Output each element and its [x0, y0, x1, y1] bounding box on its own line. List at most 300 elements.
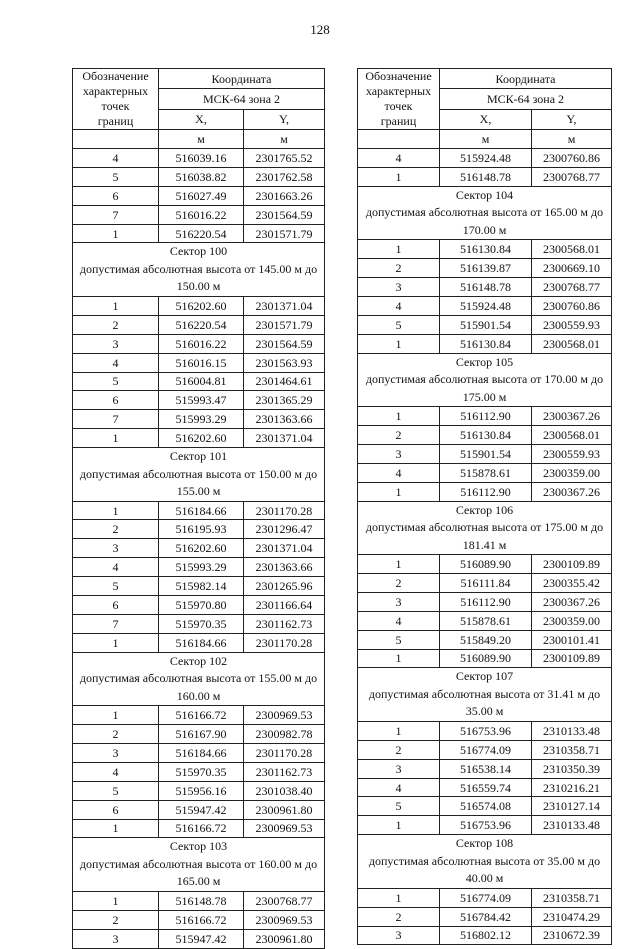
designation-line: характерных: [82, 84, 149, 98]
point-number: 4: [73, 149, 159, 168]
coord-title: Координата: [440, 69, 612, 89]
table-row: [358, 630, 612, 649]
designation-line: границ: [380, 114, 417, 128]
point-number: 7: [73, 614, 159, 633]
sector-row: [73, 448, 325, 502]
y-coordinate: 2300969.53: [244, 910, 325, 929]
x-coordinate: 516130.84: [440, 334, 532, 353]
point-number: 4: [358, 778, 440, 797]
point-number: 4: [358, 296, 440, 315]
designation-line: Обозначение: [365, 69, 432, 83]
sector-row: [358, 501, 612, 555]
y-coordinate: 2301170.28: [244, 633, 325, 652]
x-coordinate: 515924.48: [440, 296, 532, 315]
sector-title: Сектор 101: [169, 449, 228, 464]
x-label: X,: [440, 109, 532, 129]
point-number: 3: [73, 743, 159, 762]
point-number: 4: [73, 762, 159, 781]
table-row: [358, 797, 612, 816]
x-coordinate: 516220.54: [159, 224, 244, 243]
point-number: 2: [358, 907, 440, 926]
y-coordinate: 2300961.80: [244, 800, 325, 819]
y-coordinate: 2300559.93: [532, 444, 612, 463]
sector-row: [358, 353, 612, 407]
y-coordinate: 2310474.29: [532, 907, 612, 926]
point-number: 1: [358, 167, 440, 186]
x-coordinate: 516774.09: [440, 740, 532, 759]
table-row: [358, 926, 612, 945]
point-number: 5: [358, 315, 440, 334]
y-coordinate: 2301371.04: [244, 296, 325, 315]
y-coordinate: 2300760.86: [532, 149, 612, 168]
table-header: [73, 69, 325, 149]
x-coordinate: 516166.72: [159, 706, 244, 725]
sector-description: допустимая абсолютная высота от 145.00 м до 150.00 м: [79, 261, 318, 294]
point-number: 1: [358, 555, 440, 574]
x-coordinate: 515878.61: [440, 463, 532, 482]
point-number: 3: [358, 926, 440, 945]
table-body: [358, 149, 612, 945]
x-coordinate: 516112.90: [440, 407, 532, 426]
y-coordinate: 2300359.00: [532, 611, 612, 630]
table-row: [73, 929, 325, 948]
point-number: 1: [73, 633, 159, 652]
y-coordinate: 2300367.26: [532, 482, 612, 501]
point-number: 3: [73, 334, 159, 353]
table-row: [73, 577, 325, 596]
blank-cell: [358, 130, 440, 149]
table-row: [358, 334, 612, 353]
y-coordinate: 2301571.79: [244, 315, 325, 334]
y-coordinate: 2310127.14: [532, 797, 612, 816]
y-coordinate: 2300568.01: [532, 426, 612, 445]
y-coordinate: 2301765.52: [244, 149, 325, 168]
sector-row: [358, 835, 612, 889]
y-coordinate: 2310216.21: [532, 778, 612, 797]
table-row: [358, 816, 612, 835]
designation-line: Обозначение: [82, 69, 149, 83]
y-coordinate: 2300355.42: [532, 573, 612, 592]
y-coordinate: 2300969.53: [244, 819, 325, 838]
point-number: 2: [73, 910, 159, 929]
table-row: [358, 259, 612, 278]
point-number: 6: [73, 800, 159, 819]
y-label: Y,: [532, 109, 612, 129]
x-label: X,: [159, 109, 244, 129]
point-number: 3: [358, 444, 440, 463]
designation-header: [358, 69, 440, 130]
x-coordinate: 516130.84: [440, 240, 532, 259]
y-coordinate: 2301571.79: [244, 224, 325, 243]
x-coordinate: 516202.60: [159, 429, 244, 448]
sector-description: допустимая абсолютная высота от 31.41 м до 35.00 м: [368, 686, 601, 719]
point-number: 5: [358, 797, 440, 816]
table-row: [358, 778, 612, 797]
table-row: [358, 240, 612, 259]
x-coordinate: 516220.54: [159, 315, 244, 334]
sector-title: Сектор 107: [455, 669, 514, 684]
y-coordinate: 2301162.73: [244, 762, 325, 781]
table-row: [73, 167, 325, 186]
y-coordinate: 2301296.47: [244, 520, 325, 539]
coordinates-table-right: [357, 68, 612, 945]
y-coordinate: 2300559.93: [532, 315, 612, 334]
blank-cell: [73, 130, 159, 149]
point-number: 5: [358, 630, 440, 649]
point-number: 2: [358, 573, 440, 592]
table-row: [73, 520, 325, 539]
x-coordinate: 515947.42: [159, 929, 244, 948]
coordinates-table-left: [72, 68, 325, 949]
table-row: [73, 186, 325, 205]
point-number: 4: [358, 463, 440, 482]
y-coordinate: 2300982.78: [244, 725, 325, 744]
x-coordinate: 516184.66: [159, 633, 244, 652]
point-number: 3: [73, 539, 159, 558]
y-coordinate: 2301265.96: [244, 577, 325, 596]
x-coordinate: 516167.90: [159, 725, 244, 744]
x-coordinate: 516753.96: [440, 816, 532, 835]
sector-row: [358, 186, 612, 240]
table-row: [73, 391, 325, 410]
point-number: 4: [358, 149, 440, 168]
x-coordinate: 516574.08: [440, 797, 532, 816]
x-coordinate: 515947.42: [159, 800, 244, 819]
point-number: 3: [73, 929, 159, 948]
point-number: 7: [73, 410, 159, 429]
table-row: [73, 315, 325, 334]
table-row: [358, 573, 612, 592]
y-coordinate: 2301564.59: [244, 205, 325, 224]
sector-cell: [358, 668, 612, 722]
y-coordinate: 2300760.86: [532, 296, 612, 315]
y-coordinate: 2310358.71: [532, 888, 612, 907]
table-row: [73, 205, 325, 224]
x-coordinate: 516038.82: [159, 167, 244, 186]
y-coordinate: 2310133.48: [532, 721, 612, 740]
table-row: [73, 372, 325, 391]
x-coordinate: 516195.93: [159, 520, 244, 539]
point-number: 1: [73, 501, 159, 520]
sector-cell: [358, 501, 612, 555]
point-number: 1: [358, 649, 440, 668]
x-coordinate: 515956.16: [159, 781, 244, 800]
table-row: [73, 781, 325, 800]
sector-title: Сектор 106: [455, 502, 514, 517]
table-row: [73, 800, 325, 819]
sector-title: Сектор 103: [169, 839, 228, 854]
y-coordinate: 2300568.01: [532, 240, 612, 259]
table-row: [358, 407, 612, 426]
x-coordinate: 515970.35: [159, 614, 244, 633]
coord-system: МСК-64 зона 2: [159, 89, 325, 109]
y-coordinate: 2301162.73: [244, 614, 325, 633]
x-coordinate: 515901.54: [440, 444, 532, 463]
designation-header: [73, 69, 159, 130]
x-coordinate: 516774.09: [440, 888, 532, 907]
x-coordinate: 516112.90: [440, 592, 532, 611]
table-body: [73, 149, 325, 949]
point-number: 6: [73, 596, 159, 615]
x-coordinate: 516139.87: [440, 259, 532, 278]
table-row: [73, 429, 325, 448]
x-coordinate: 516784.42: [440, 907, 532, 926]
sector-row: [73, 652, 325, 706]
x-coordinate: 516089.90: [440, 649, 532, 668]
table-row: [73, 725, 325, 744]
x-coordinate: 516016.15: [159, 353, 244, 372]
y-coordinate: 2301166.64: [244, 596, 325, 615]
x-coordinate: 516112.90: [440, 482, 532, 501]
sector-title: Сектор 105: [455, 354, 514, 369]
y-coordinate: 2310672.39: [532, 926, 612, 945]
point-number: 2: [358, 259, 440, 278]
y-coordinate: 2300109.89: [532, 555, 612, 574]
sector-title: Сектор 104: [455, 187, 514, 202]
x-coordinate: 516148.78: [440, 278, 532, 297]
y-coordinate: 2301038.40: [244, 781, 325, 800]
y-coordinate: 2301170.28: [244, 501, 325, 520]
sector-row: [73, 243, 325, 297]
table-row: [358, 426, 612, 445]
y-coordinate: 2300768.77: [532, 278, 612, 297]
y-coordinate: 2301564.59: [244, 334, 325, 353]
y-unit: м: [532, 130, 612, 149]
table-row: [73, 633, 325, 652]
y-unit: м: [244, 130, 325, 149]
x-coordinate: 516802.12: [440, 926, 532, 945]
x-coordinate: 516559.74: [440, 778, 532, 797]
point-number: 1: [358, 721, 440, 740]
y-coordinate: 2301563.93: [244, 353, 325, 372]
table-row: [358, 296, 612, 315]
y-coordinate: 2300367.26: [532, 407, 612, 426]
y-coordinate: 2301762.58: [244, 167, 325, 186]
y-coordinate: 2300568.01: [532, 334, 612, 353]
table-row: [358, 444, 612, 463]
point-number: 1: [358, 482, 440, 501]
x-coordinate: 516130.84: [440, 426, 532, 445]
table-row: [73, 706, 325, 725]
point-number: 7: [73, 205, 159, 224]
coord-system: МСК-64 зона 2: [440, 89, 612, 109]
x-coordinate: 516538.14: [440, 759, 532, 778]
table-row: [73, 891, 325, 910]
point-number: 2: [358, 740, 440, 759]
table-row: [358, 463, 612, 482]
table-row: [73, 501, 325, 520]
table-row: [73, 614, 325, 633]
y-coordinate: 2301371.04: [244, 539, 325, 558]
table-row: [358, 555, 612, 574]
y-coordinate: 2301365.29: [244, 391, 325, 410]
table-row: [73, 762, 325, 781]
x-coordinate: 516202.60: [159, 296, 244, 315]
x-coordinate: 516027.49: [159, 186, 244, 205]
table-row: [358, 592, 612, 611]
sector-row: [358, 668, 612, 722]
table-row: [73, 596, 325, 615]
x-coordinate: 515970.35: [159, 762, 244, 781]
x-coordinate: 515970.80: [159, 596, 244, 615]
x-coordinate: 516184.66: [159, 743, 244, 762]
page-number: 128: [310, 22, 330, 37]
point-number: 5: [73, 577, 159, 596]
y-coordinate: 2300961.80: [244, 929, 325, 948]
sector-cell: [73, 243, 325, 297]
point-number: 1: [73, 891, 159, 910]
sector-description: допустимая абсолютная высота от 35.00 м до 40.00 м: [368, 853, 601, 886]
designation-line: характерных: [365, 84, 432, 98]
point-number: 1: [73, 819, 159, 838]
point-number: 4: [73, 353, 159, 372]
y-coordinate: 2300969.53: [244, 706, 325, 725]
table-row: [73, 910, 325, 929]
table-row: [73, 224, 325, 243]
sector-cell: [73, 448, 325, 502]
x-unit: м: [159, 130, 244, 149]
table-row: [73, 410, 325, 429]
sector-row: [73, 838, 325, 892]
point-number: 5: [73, 781, 159, 800]
point-number: 1: [358, 240, 440, 259]
y-coordinate: 2301363.66: [244, 558, 325, 577]
table-row: [358, 888, 612, 907]
table-row: [73, 558, 325, 577]
x-coordinate: 515982.14: [159, 577, 244, 596]
y-coordinate: 2300669.10: [532, 259, 612, 278]
x-coordinate: 516166.72: [159, 819, 244, 838]
x-coordinate: 516016.22: [159, 205, 244, 224]
point-number: 1: [358, 888, 440, 907]
x-coordinate: 516184.66: [159, 501, 244, 520]
sector-cell: [358, 186, 612, 240]
point-number: 3: [358, 278, 440, 297]
x-coordinate: 516148.78: [159, 891, 244, 910]
sector-cell: [73, 652, 325, 706]
table-row: [358, 907, 612, 926]
coord-title: Координата: [159, 69, 325, 89]
point-number: 1: [358, 407, 440, 426]
y-coordinate: 2300367.26: [532, 592, 612, 611]
sector-description: допустимая абсолютная высота от 170.00 м до 175.00 м: [365, 372, 604, 404]
sector-description: допустимая абсолютная высота от 165.00 м до 170.00 м: [365, 205, 604, 237]
sector-description: допустимая абсолютная высота от 150.00 м до 155.00 м: [79, 466, 318, 499]
table-row: [73, 819, 325, 838]
x-coordinate: 516039.16: [159, 149, 244, 168]
table-row: [73, 334, 325, 353]
y-coordinate: 2300359.00: [532, 463, 612, 482]
sector-title: Сектор 100: [169, 244, 228, 259]
table-row: [358, 149, 612, 168]
sector-cell: [73, 838, 325, 892]
table-row: [358, 721, 612, 740]
y-coordinate: 2301464.61: [244, 372, 325, 391]
sector-title: Сектор 102: [169, 653, 228, 668]
table-row: [358, 611, 612, 630]
table-row: [358, 740, 612, 759]
y-coordinate: 2300109.89: [532, 649, 612, 668]
table-row: [358, 278, 612, 297]
point-number: 2: [358, 426, 440, 445]
sector-cell: [358, 353, 612, 407]
x-coordinate: 515849.20: [440, 630, 532, 649]
y-coordinate: 2310133.48: [532, 816, 612, 835]
x-coordinate: 516004.81: [159, 372, 244, 391]
y-coordinate: 2300768.77: [244, 891, 325, 910]
x-coordinate: 515993.29: [159, 558, 244, 577]
x-coordinate: 516111.84: [440, 573, 532, 592]
x-coordinate: 515924.48: [440, 149, 532, 168]
point-number: 2: [73, 725, 159, 744]
x-coordinate: 516202.60: [159, 539, 244, 558]
y-coordinate: 2301663.26: [244, 186, 325, 205]
point-number: 2: [73, 315, 159, 334]
sector-description: допустимая абсолютная высота от 175.00 м до 181.41 м: [365, 520, 604, 552]
table-row: [73, 296, 325, 315]
point-number: 6: [73, 391, 159, 410]
point-number: 6: [73, 186, 159, 205]
point-number: 3: [358, 759, 440, 778]
point-number: 1: [358, 334, 440, 353]
table-header: [358, 69, 612, 149]
x-coordinate: 516753.96: [440, 721, 532, 740]
point-number: 4: [358, 611, 440, 630]
table-row: [358, 482, 612, 501]
y-coordinate: 2310350.39: [532, 759, 612, 778]
y-coordinate: 2310358.71: [532, 740, 612, 759]
designation-line: точек: [384, 99, 413, 113]
table-row: [73, 539, 325, 558]
y-coordinate: 2301363.66: [244, 410, 325, 429]
x-coordinate: 515993.47: [159, 391, 244, 410]
y-coordinate: 2301170.28: [244, 743, 325, 762]
point-number: 4: [73, 558, 159, 577]
y-coordinate: 2300101.41: [532, 630, 612, 649]
x-coordinate: 515901.54: [440, 315, 532, 334]
x-coordinate: 515878.61: [440, 611, 532, 630]
sector-description: допустимая абсолютная высота от 155.00 м до 160.00 м: [79, 671, 318, 703]
y-coordinate: 2301371.04: [244, 429, 325, 448]
table-row: [358, 167, 612, 186]
y-coordinate: 2300768.77: [532, 167, 612, 186]
designation-line: границ: [97, 114, 134, 128]
point-number: 1: [73, 224, 159, 243]
x-coordinate: 516016.22: [159, 334, 244, 353]
x-coordinate: 516148.78: [440, 167, 532, 186]
point-number: 1: [73, 296, 159, 315]
point-number: 5: [73, 167, 159, 186]
sector-cell: [358, 835, 612, 889]
table-row: [358, 649, 612, 668]
designation-line: точек: [101, 99, 130, 113]
x-coordinate: 516166.72: [159, 910, 244, 929]
point-number: 2: [73, 520, 159, 539]
table-row: [73, 743, 325, 762]
table-row: [73, 149, 325, 168]
x-unit: м: [440, 130, 532, 149]
point-number: 5: [73, 372, 159, 391]
x-coordinate: 515993.29: [159, 410, 244, 429]
sector-description: допустимая абсолютная высота от 160.00 м до 165.00 м: [79, 856, 318, 889]
sector-title: Сектор 108: [455, 836, 514, 851]
table-row: [73, 353, 325, 372]
table-row: [358, 315, 612, 334]
point-number: 3: [358, 592, 440, 611]
point-number: 1: [73, 706, 159, 725]
table-row: [358, 759, 612, 778]
y-label: Y,: [244, 109, 325, 129]
